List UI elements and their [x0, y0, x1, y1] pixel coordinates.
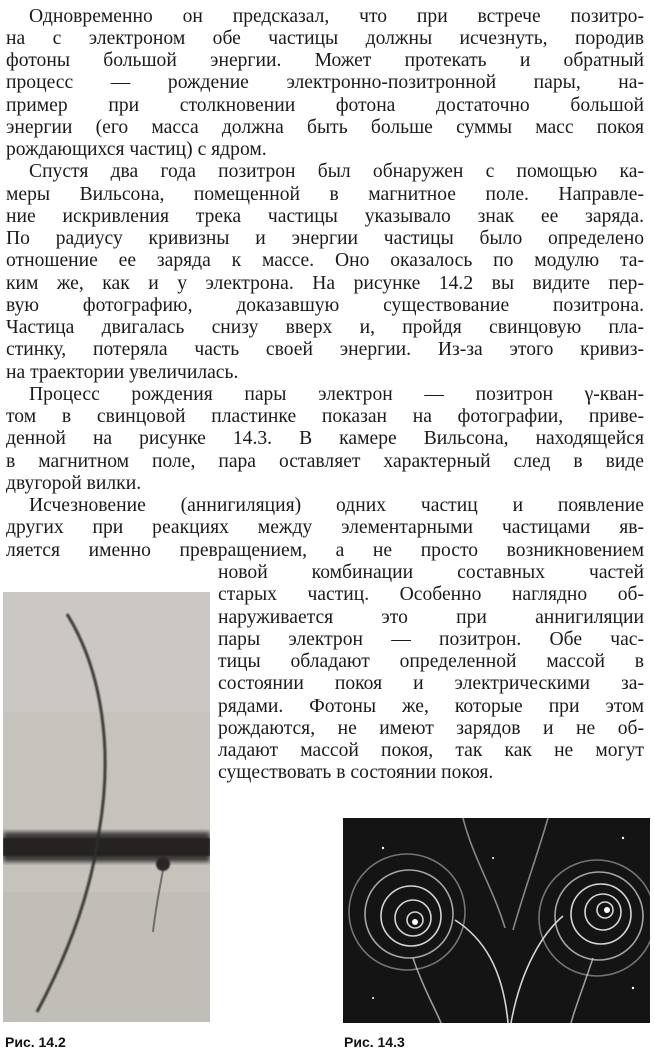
- text-line: Исчезновение (аннигиляция) одних частиц и появление: [29, 495, 644, 516]
- text-line: новой комбинации составных частей: [218, 562, 644, 583]
- figure-14-3-photo: [343, 818, 650, 1023]
- text-line: ляется именно превращением, а не просто возникновением: [6, 540, 644, 561]
- text-line: рождаются, не имеют зарядов и не об-: [218, 718, 644, 739]
- text-line: рождающихся частиц) с ядром.: [6, 139, 267, 160]
- text-line: стинку, потеряла часть своей энергии. Из-за этого кривиз-: [6, 339, 644, 360]
- positron-track-photo: [3, 592, 210, 1022]
- text-line: тицы обладают определенной массой в: [218, 651, 644, 672]
- text-line: вую фотографию, доказавшую существование позитрона.: [6, 295, 644, 316]
- text-line: пары электрон — позитрон. Обе час-: [218, 629, 644, 650]
- figure-14-2-caption: Рис. 14.2: [5, 1034, 66, 1050]
- text-line: ладают массой покоя, так как не могут: [218, 740, 644, 761]
- text-line: Спустя два года позитрон был обнаружен с помощью ка-: [29, 161, 644, 182]
- text-line: ким же, как и у электрона. На рисунке 14.2 вы видите пер-: [6, 273, 644, 294]
- pair-production-photo: [343, 818, 650, 1023]
- text-line: двугорой вилки.: [6, 473, 142, 494]
- text-line: Частица двигалась снизу вверх и, пройдя свинцовую пла-: [6, 317, 644, 338]
- text-line: в магнитном поле, пара оставляет характерный след в виде: [6, 451, 644, 472]
- text-line: денной на рисунке 14.3. В камере Вильсона, находящейся: [6, 428, 644, 449]
- text-line: ние искривления трека частицы указывало знак ее заряда.: [6, 206, 644, 227]
- text-line: Одновременно он предсказал, что при встрече позитро-: [29, 6, 644, 27]
- text-line: отношение ее заряда к массе. Оно оказалось по модулю та-: [6, 250, 644, 271]
- text-line: других при реакциях между элементарными частицами яв-: [6, 517, 644, 538]
- text-line: меры Вильсона, помещенной в магнитное поле. Направле-: [6, 184, 644, 205]
- figure-14-3-caption: Рис. 14.3: [344, 1034, 405, 1050]
- text-line: пример при столкновении фотона достаточно большой: [6, 95, 644, 116]
- text-line: фотоны большой энергии. Может протекать и обратный: [6, 50, 644, 71]
- text-line: старых частиц. Особенно наглядно об-: [218, 584, 644, 605]
- text-line: энергии (его масса должна быть больше суммы масс покоя: [6, 117, 644, 138]
- text-line: существовать в состоянии покоя.: [218, 762, 494, 783]
- figure-14-2-photo: [3, 592, 210, 1022]
- text-line: состоянии покоя и электрическими за-: [218, 673, 644, 694]
- text-line: на траектории увеличилась.: [6, 362, 239, 383]
- text-line: рядами. Фотоны же, которые при этом: [218, 696, 644, 717]
- text-line: По радиусу кривизны и энергии частицы было определено: [6, 228, 644, 249]
- text-line: Процесс рождения пары электрон — позитрон γ-кван-: [29, 384, 644, 405]
- text-line: том в свинцовой пластинке показан на фотографии, приве-: [6, 406, 644, 427]
- text-line: наруживается это при аннигиляции: [218, 607, 644, 628]
- text-line: на с электроном обе частицы должны исчезнуть, породив: [6, 28, 644, 49]
- text-line: процесс — рождение электронно-позитронной пары, на-: [6, 72, 644, 93]
